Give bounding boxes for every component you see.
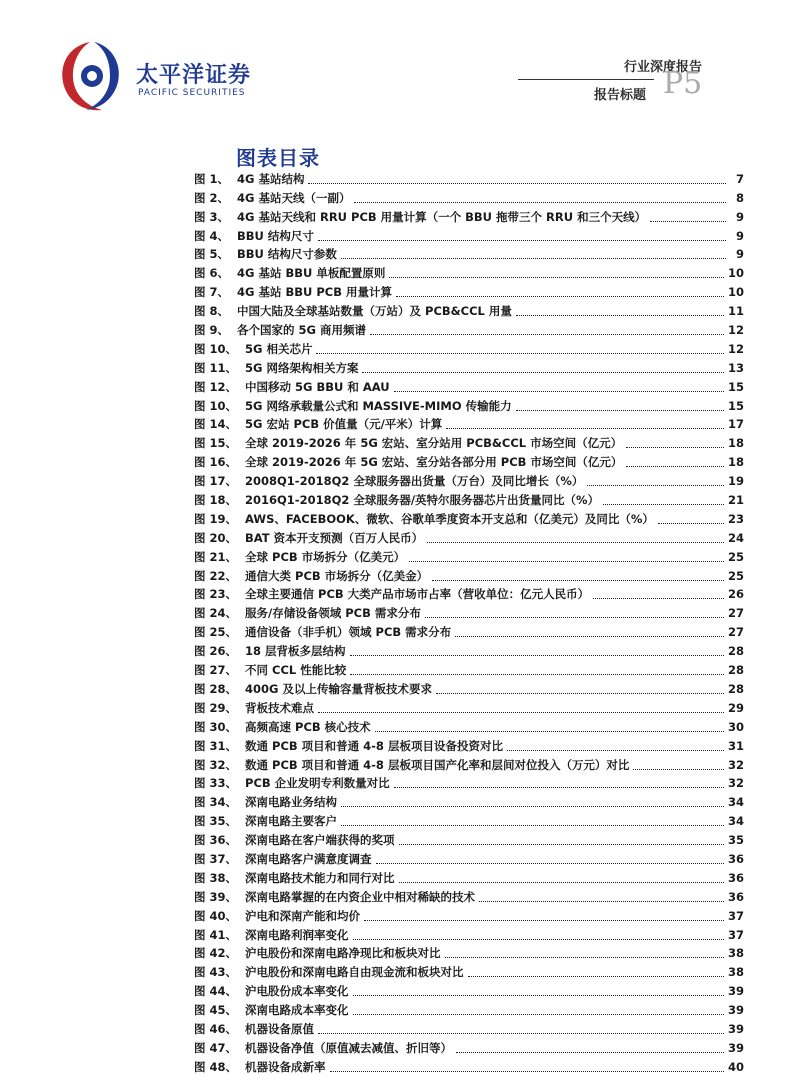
toc-dot-leader xyxy=(626,446,724,448)
toc-entry-number: 图 26、 xyxy=(194,644,238,659)
toc-entry-page: 28 xyxy=(727,644,744,659)
toc-entry-number: 图 25、 xyxy=(194,625,238,640)
toc-entry-label xyxy=(194,758,629,773)
toc-entry-label xyxy=(194,739,503,754)
toc-dot-leader xyxy=(507,749,724,751)
toc-entry[interactable] xyxy=(194,319,744,338)
toc-title: 图表目录 xyxy=(236,146,320,170)
toc-entry[interactable] xyxy=(194,697,744,716)
toc-entry-number: 图 10、 xyxy=(194,398,238,413)
toc-entry[interactable] xyxy=(194,980,744,999)
toc-entry[interactable] xyxy=(194,1018,744,1037)
toc-entry[interactable] xyxy=(194,1056,744,1075)
toc-entry-page: 15 xyxy=(727,379,744,394)
toc-entry-number: 图 32、 xyxy=(194,757,238,772)
toc-entry-text: PCB 企业发明专利数量对比 xyxy=(245,776,390,791)
toc-dot-leader xyxy=(341,257,726,259)
toc-entry-page: 27 xyxy=(727,625,744,640)
toc-entry[interactable] xyxy=(194,924,744,943)
toc-dot-leader xyxy=(587,484,724,486)
toc-dot-leader xyxy=(376,862,724,864)
toc-entry-page: 7 xyxy=(735,171,744,186)
toc-entry-label xyxy=(194,606,421,621)
toc-entry[interactable] xyxy=(194,300,744,319)
toc-entry-number: 图 45、 xyxy=(194,1003,238,1018)
toc-entry-text: 沪电和深南产能和均价 xyxy=(245,908,361,923)
toc-entry-page: 29 xyxy=(727,700,744,715)
toc-entry-page: 39 xyxy=(727,1040,744,1055)
toc-entry[interactable] xyxy=(194,244,744,263)
toc-entry[interactable] xyxy=(194,905,744,924)
toc-entry-label xyxy=(194,399,512,414)
toc-entry-text: 4G 基站结构 xyxy=(237,171,305,186)
toc-entry-page: 28 xyxy=(727,681,744,696)
toc-entry-text: 深南电路在客户端获得的奖项 xyxy=(245,833,395,848)
toc-entry-number: 图 18、 xyxy=(194,493,238,508)
toc-entry-page: 17 xyxy=(727,417,744,432)
toc-entry[interactable] xyxy=(194,791,744,810)
toc-entry-label xyxy=(194,1022,314,1037)
toc-entry-page: 25 xyxy=(727,568,744,583)
toc-entry-text: 4G 基站 BBU 单板配置原则 xyxy=(237,266,386,281)
toc-entry[interactable] xyxy=(194,168,744,187)
toc-entry-text: 背板技术难点 xyxy=(245,700,315,715)
toc-entry-text: 机器设备原值 xyxy=(245,1021,315,1036)
toc-entry-label xyxy=(194,569,428,584)
toc-entry-label xyxy=(194,928,349,943)
toc-entry-label xyxy=(194,342,312,357)
toc-entry-number: 图 17、 xyxy=(194,474,238,489)
report-title: 报告标题 xyxy=(593,88,646,103)
toc-entry[interactable] xyxy=(194,262,744,281)
toc-entry-number: 图 15、 xyxy=(194,436,238,451)
toc-entry-page: 30 xyxy=(727,719,744,734)
company-name-cn: 太平洋证券 xyxy=(136,63,252,88)
toc-entry[interactable] xyxy=(194,376,744,395)
toc-dot-leader xyxy=(375,730,724,732)
toc-dot-leader xyxy=(650,220,726,222)
toc-entry-number: 图 4、 xyxy=(194,228,230,243)
toc-entry-page: 19 xyxy=(727,474,744,489)
toc-entry-text: 深南电路掌握的在内资企业中相对稀缺的技术 xyxy=(245,889,476,904)
toc-entry-text: 通信设备（非手机）领域 PCB 需求分布 xyxy=(245,625,452,640)
toc-entry-number: 图 28、 xyxy=(194,681,238,696)
toc-entry-text: 深南电路客户满意度调查 xyxy=(245,851,372,866)
toc-dot-leader xyxy=(633,768,724,770)
toc-dot-leader xyxy=(468,975,724,977)
toc-entry[interactable] xyxy=(194,187,744,206)
toc-entry-page: 23 xyxy=(727,511,744,526)
page-number: P5 xyxy=(663,66,703,101)
toc-entry-page: 9 xyxy=(735,247,744,262)
toc-entry-label xyxy=(194,890,475,905)
toc-entry-page: 26 xyxy=(727,587,744,602)
toc-entry-text: 数通 PCB 项目和普通 4-8 层板项目设备投资对比 xyxy=(245,738,503,753)
toc-entry-page: 13 xyxy=(727,360,744,375)
company-name-en: PACIFIC SECURITIES xyxy=(138,88,246,98)
toc-dot-leader xyxy=(362,371,724,373)
toc-entry-page: 10 xyxy=(727,285,744,300)
toc-entry-text: 服务/存储设备领域 PCB 需求分布 xyxy=(245,606,421,621)
toc-entry-page: 39 xyxy=(727,1021,744,1036)
toc-entry-page: 9 xyxy=(735,209,744,224)
toc-entry-text: 5G 相关芯片 xyxy=(245,341,313,356)
toc-entry-page: 8 xyxy=(735,190,744,205)
toc-entry[interactable] xyxy=(194,489,744,508)
toc-entry-number: 图 6、 xyxy=(194,266,230,281)
toc-entry-number: 图 16、 xyxy=(194,455,238,470)
toc-entry-label xyxy=(194,644,346,659)
toc-entry-page: 18 xyxy=(727,436,744,451)
toc-entry-number: 图 33、 xyxy=(194,776,238,791)
toc-entry-label xyxy=(194,172,304,187)
toc-dot-leader xyxy=(399,843,724,845)
toc-entry-text: 2016Q1-2018Q2 全球服务器/英特尔服务器芯片出货量同比（%） xyxy=(245,493,600,508)
toc-entry-page: 21 xyxy=(727,493,744,508)
toc-entry-label xyxy=(194,210,646,225)
toc-entry-label xyxy=(194,229,314,244)
toc-entry-label xyxy=(194,474,583,489)
toc-entry-page: 35 xyxy=(727,833,744,848)
toc-entry-page: 12 xyxy=(727,341,744,356)
toc-entry-number: 图 22、 xyxy=(194,568,238,583)
toc-entry-text: 数通 PCB 项目和普通 4-8 层板项目国产化率和层间对位投入（万元）对比 xyxy=(245,757,630,772)
toc-entry-number: 图 47、 xyxy=(194,1040,238,1055)
toc-entry-number: 图 43、 xyxy=(194,965,238,980)
toc-entry-page: 37 xyxy=(727,927,744,942)
toc-entry[interactable] xyxy=(194,943,744,962)
toc-entry-text: BBU 结构尺寸 xyxy=(237,228,314,243)
toc-entry-label xyxy=(194,984,349,999)
toc-entry-text: 不同 CCL 性能比较 xyxy=(245,663,347,678)
toc-entry-label xyxy=(194,436,622,451)
toc-entry-text: 中国大陆及全球基站数量（万站）及 PCB&CCL 用量 xyxy=(237,304,512,319)
company-logo xyxy=(42,36,282,116)
toc-entry-page: 11 xyxy=(727,304,744,319)
toc-entry-label xyxy=(194,682,432,697)
toc-entry[interactable] xyxy=(194,395,744,414)
toc-entry-label xyxy=(194,455,622,470)
toc-dot-leader xyxy=(370,333,724,335)
toc-entry[interactable] xyxy=(194,281,744,300)
toc-entry[interactable] xyxy=(194,206,744,225)
toc-entry-text: BAT 资本开支预测（百万人民币） xyxy=(245,530,424,545)
toc-dot-leader xyxy=(353,938,724,940)
toc-entry-number: 图 3、 xyxy=(194,209,230,224)
toc-entry-page: 36 xyxy=(727,851,744,866)
toc-entry-number: 图 38、 xyxy=(194,870,238,885)
toc-entry-page: 36 xyxy=(727,870,744,885)
toc-entry-label xyxy=(194,720,371,735)
toc-dot-leader xyxy=(603,503,724,505)
toc-entry-page: 40 xyxy=(727,1059,744,1074)
toc-entry-text: 5G 宏站 PCB 价值量（元/平米）计算 xyxy=(245,417,443,432)
toc-dot-leader xyxy=(364,919,724,921)
toc-entry-page: 31 xyxy=(727,738,744,753)
toc-entry-number: 图 41、 xyxy=(194,927,238,942)
toc-entry-label xyxy=(194,909,360,924)
toc-entry-number: 图 19、 xyxy=(194,511,238,526)
toc-entry[interactable] xyxy=(194,1037,744,1056)
toc-entry-label xyxy=(194,380,390,395)
toc-entry[interactable] xyxy=(194,451,744,470)
toc-entry[interactable] xyxy=(194,961,744,980)
toc-entry-text: 沪电股份和深南电路自由现金流和板块对比 xyxy=(245,965,464,980)
toc-entry-page: 32 xyxy=(727,776,744,791)
toc-entry[interactable] xyxy=(194,678,744,697)
toc-entry[interactable] xyxy=(194,659,744,678)
toc-dot-leader xyxy=(479,900,724,902)
logo-emblem-icon xyxy=(56,36,124,116)
toc-entry-page: 9 xyxy=(735,228,744,243)
toc-dot-leader xyxy=(350,654,724,656)
toc-entry[interactable] xyxy=(194,565,744,584)
toc-dot-leader xyxy=(446,427,724,429)
toc-entry-text: 18 层背板多层结构 xyxy=(245,644,346,659)
toc-entry-text: 沪电股份和深南电路净现比和板块对比 xyxy=(245,946,441,961)
toc-entry-label xyxy=(194,550,405,565)
toc-entry[interactable] xyxy=(194,848,744,867)
toc-dot-leader xyxy=(516,314,724,316)
toc-entry-number: 图 27、 xyxy=(194,663,238,678)
toc-entry-number: 图 40、 xyxy=(194,908,238,923)
toc-entry-label xyxy=(194,701,314,716)
toc-entry-page: 38 xyxy=(727,965,744,980)
toc-entry-text: 深南电路成本率变化 xyxy=(245,1003,349,1018)
toc-entry-number: 图 14、 xyxy=(194,417,238,432)
toc-entry-page: 32 xyxy=(727,757,744,772)
toc-entry[interactable] xyxy=(194,508,744,527)
toc-entry-page: 34 xyxy=(727,814,744,829)
toc-entry-number: 图 24、 xyxy=(194,606,238,621)
toc-dot-leader xyxy=(445,956,724,958)
toc-entry-number: 图 36、 xyxy=(194,833,238,848)
toc-entry-page: 27 xyxy=(727,606,744,621)
toc-entry-label xyxy=(194,625,451,640)
toc-entry-label xyxy=(194,512,654,527)
toc-entry-label xyxy=(194,852,372,867)
toc-entry[interactable] xyxy=(194,773,744,792)
toc-entry-number: 图 23、 xyxy=(194,587,238,602)
toc-entry-page: 39 xyxy=(727,984,744,999)
toc-dot-leader xyxy=(427,541,724,543)
toc-entry[interactable] xyxy=(194,640,744,659)
toc-entry-label xyxy=(194,417,442,432)
toc-entry-text: 4G 基站天线（一副） xyxy=(237,190,351,205)
toc-dot-leader xyxy=(409,560,724,562)
toc-entry[interactable] xyxy=(194,432,744,451)
toc-dot-leader xyxy=(436,692,724,694)
toc-dot-leader xyxy=(516,409,724,411)
toc-entry[interactable] xyxy=(194,546,744,565)
toc-entry-text: 机器设备净值（原值减去减值、折旧等） xyxy=(245,1040,453,1055)
report-type: 行业深度报告 xyxy=(623,60,702,75)
toc-entry-text: 通信大类 PCB 市场拆分（亿美金） xyxy=(245,568,429,583)
toc-entry-page: 39 xyxy=(727,1003,744,1018)
toc-entry-label xyxy=(194,946,441,961)
toc-entry[interactable] xyxy=(194,357,744,376)
toc-entry-label xyxy=(194,323,366,338)
toc-entry-label xyxy=(194,776,390,791)
toc-entry-label xyxy=(194,663,346,678)
toc-dot-leader xyxy=(432,579,724,581)
toc-entry-number: 图 20、 xyxy=(194,530,238,545)
toc-entry[interactable] xyxy=(194,754,744,773)
toc-dot-leader xyxy=(353,1013,724,1015)
toc-entry-page: 38 xyxy=(727,946,744,961)
toc-entry-page: 10 xyxy=(727,266,744,281)
toc-entry-number: 图 21、 xyxy=(194,549,238,564)
toc-entry-text: 4G 基站天线和 RRU PCB 用量计算（一个 BBU 拖带三个 RRU 和三个天线） xyxy=(237,209,647,224)
toc-entry-number: 图 35、 xyxy=(194,814,238,829)
toc-entry-text: 全球 PCB 市场拆分（亿美元） xyxy=(245,549,406,564)
toc-entry-number: 图 37、 xyxy=(194,851,238,866)
toc-entry[interactable] xyxy=(194,470,744,489)
toc-dot-leader xyxy=(455,635,724,637)
toc-entry-text: BBU 结构尺寸参数 xyxy=(237,247,337,262)
toc-entry-label xyxy=(194,266,385,281)
toc-entry-number: 图 8、 xyxy=(194,304,230,319)
toc-entry-page: 25 xyxy=(727,549,744,564)
toc-dot-leader xyxy=(318,1032,724,1034)
toc-entry-text: 深南电路利润率变化 xyxy=(245,927,349,942)
toc-entry[interactable] xyxy=(194,527,744,546)
toc-dot-leader xyxy=(394,390,724,392)
toc-entry-text: AWS、FACEBOOK、微软、谷歌单季度资本开支总和（亿美元）及同比（%） xyxy=(245,511,654,526)
toc-entry-label xyxy=(194,871,395,886)
toc-entry[interactable] xyxy=(194,999,744,1018)
toc-entry-number: 图 39、 xyxy=(194,889,238,904)
toc-entry-number: 图 30、 xyxy=(194,719,238,734)
toc-dot-leader xyxy=(341,824,724,826)
toc-list xyxy=(194,168,744,1075)
toc-entry-label xyxy=(194,531,423,546)
toc-entry-number: 图 11、 xyxy=(194,360,238,375)
toc-entry-page: 37 xyxy=(727,908,744,923)
toc-dot-leader xyxy=(353,994,724,996)
toc-entry-number: 图 48、 xyxy=(194,1059,238,1074)
toc-entry-label xyxy=(194,814,337,829)
toc-entry-label xyxy=(194,795,337,810)
toc-entry-label xyxy=(194,1003,349,1018)
toc-entry-number: 图 44、 xyxy=(194,984,238,999)
toc-entry[interactable] xyxy=(194,735,744,754)
toc-entry[interactable] xyxy=(194,810,744,829)
toc-entry-text: 5G 网络架构相关方案 xyxy=(245,360,359,375)
toc-entry[interactable] xyxy=(194,867,744,886)
toc-dot-leader xyxy=(318,239,726,241)
toc-dot-leader xyxy=(330,1070,724,1072)
toc-entry-text: 深南电路主要客户 xyxy=(245,814,338,829)
toc-dot-leader xyxy=(318,711,724,713)
toc-entry[interactable] xyxy=(194,621,744,640)
toc-entry-label xyxy=(194,304,512,319)
toc-dot-leader xyxy=(316,352,724,354)
toc-dot-leader xyxy=(399,881,724,883)
toc-dot-leader xyxy=(626,465,724,467)
toc-entry-text: 中国移动 5G BBU 和 AAU xyxy=(245,379,390,394)
toc-entry-number: 图 46、 xyxy=(194,1021,238,1036)
toc-entry[interactable] xyxy=(194,338,744,357)
toc-entry-number: 图 9、 xyxy=(194,323,230,338)
toc-entry-number: 图 1、 xyxy=(194,171,230,186)
toc-dot-leader xyxy=(308,182,726,184)
toc-entry-label xyxy=(194,247,337,262)
toc-entry-number: 图 10、 xyxy=(194,341,238,356)
toc-entry-text: 机器设备成新率 xyxy=(245,1059,326,1074)
toc-entry-label xyxy=(194,493,599,508)
toc-dot-leader xyxy=(396,295,724,297)
toc-entry[interactable] xyxy=(194,225,744,244)
toc-entry-label xyxy=(194,285,392,300)
toc-entry-text: 4G 基站 BBU PCB 用量计算 xyxy=(237,285,392,300)
toc-entry-number: 图 5、 xyxy=(194,247,230,262)
toc-entry-text: 5G 网络承载量公式和 MASSIVE-MIMO 传输能力 xyxy=(245,398,512,413)
toc-entry[interactable] xyxy=(194,716,744,735)
toc-entry-page: 18 xyxy=(727,455,744,470)
toc-dot-leader xyxy=(593,597,724,599)
toc-entry-text: 深南电路技术能力和同行对比 xyxy=(245,870,395,885)
toc-dot-leader xyxy=(341,805,724,807)
toc-entry-number: 图 34、 xyxy=(194,795,238,810)
toc-entry-number: 图 7、 xyxy=(194,285,230,300)
toc-entry-text: 沪电股份成本率变化 xyxy=(245,984,349,999)
toc-entry-page: 34 xyxy=(727,795,744,810)
toc-entry-label xyxy=(194,833,395,848)
toc-entry-label xyxy=(194,1060,326,1075)
toc-entry-text: 全球主要通信 PCB 大类产品市场市占率（营收单位：亿元人民币） xyxy=(245,587,590,602)
toc-entry-text: 各个国家的 5G 商用频谱 xyxy=(237,323,366,338)
toc-dot-leader xyxy=(389,276,724,278)
toc-entry-number: 图 2、 xyxy=(194,190,230,205)
toc-dot-leader xyxy=(456,1051,724,1053)
toc-entry-page: 28 xyxy=(727,663,744,678)
toc-entry-page: 12 xyxy=(727,323,744,338)
toc-entry-number: 图 29、 xyxy=(194,700,238,715)
toc-entry-page: 15 xyxy=(727,398,744,413)
toc-entry-label xyxy=(194,191,350,206)
toc-entry-number: 图 12、 xyxy=(194,379,238,394)
toc-entry-label xyxy=(194,361,358,376)
toc-entry-text: 深南电路业务结构 xyxy=(245,795,338,810)
toc-entry-page: 24 xyxy=(727,530,744,545)
toc-entry-number: 图 31、 xyxy=(194,738,238,753)
toc-entry[interactable] xyxy=(194,584,744,603)
toc-entry-label xyxy=(194,587,589,602)
toc-dot-leader xyxy=(350,673,724,675)
toc-entry[interactable] xyxy=(194,829,744,848)
toc-entry-label xyxy=(194,1041,452,1056)
toc-entry-text: 全球 2019-2026 年 5G 宏站、室分站用 PCB&CCL 市场空间（亿元） xyxy=(245,436,623,451)
toc-entry-label xyxy=(194,965,464,980)
toc-entry-text: 全球 2019-2026 年 5G 宏站、室分站各部分用 PCB 市场空间（亿元） xyxy=(245,455,623,470)
toc-dot-leader xyxy=(425,616,724,618)
toc-entry[interactable] xyxy=(194,414,744,433)
header-divider xyxy=(518,79,654,80)
toc-entry-page: 36 xyxy=(727,889,744,904)
toc-entry-text: 400G 及以上传输容量背板技术要求 xyxy=(245,681,432,696)
toc-dot-leader xyxy=(354,201,726,203)
toc-entry[interactable] xyxy=(194,886,744,905)
toc-entry-number: 图 42、 xyxy=(194,946,238,961)
toc-entry-text: 高频高速 PCB 核心技术 xyxy=(245,719,371,734)
toc-dot-leader xyxy=(394,786,724,788)
toc-dot-leader xyxy=(658,522,724,524)
toc-entry[interactable] xyxy=(194,602,744,621)
toc-entry-text: 2008Q1-2018Q2 全球服务器出货量（万台）及同比增长（%） xyxy=(245,474,584,489)
